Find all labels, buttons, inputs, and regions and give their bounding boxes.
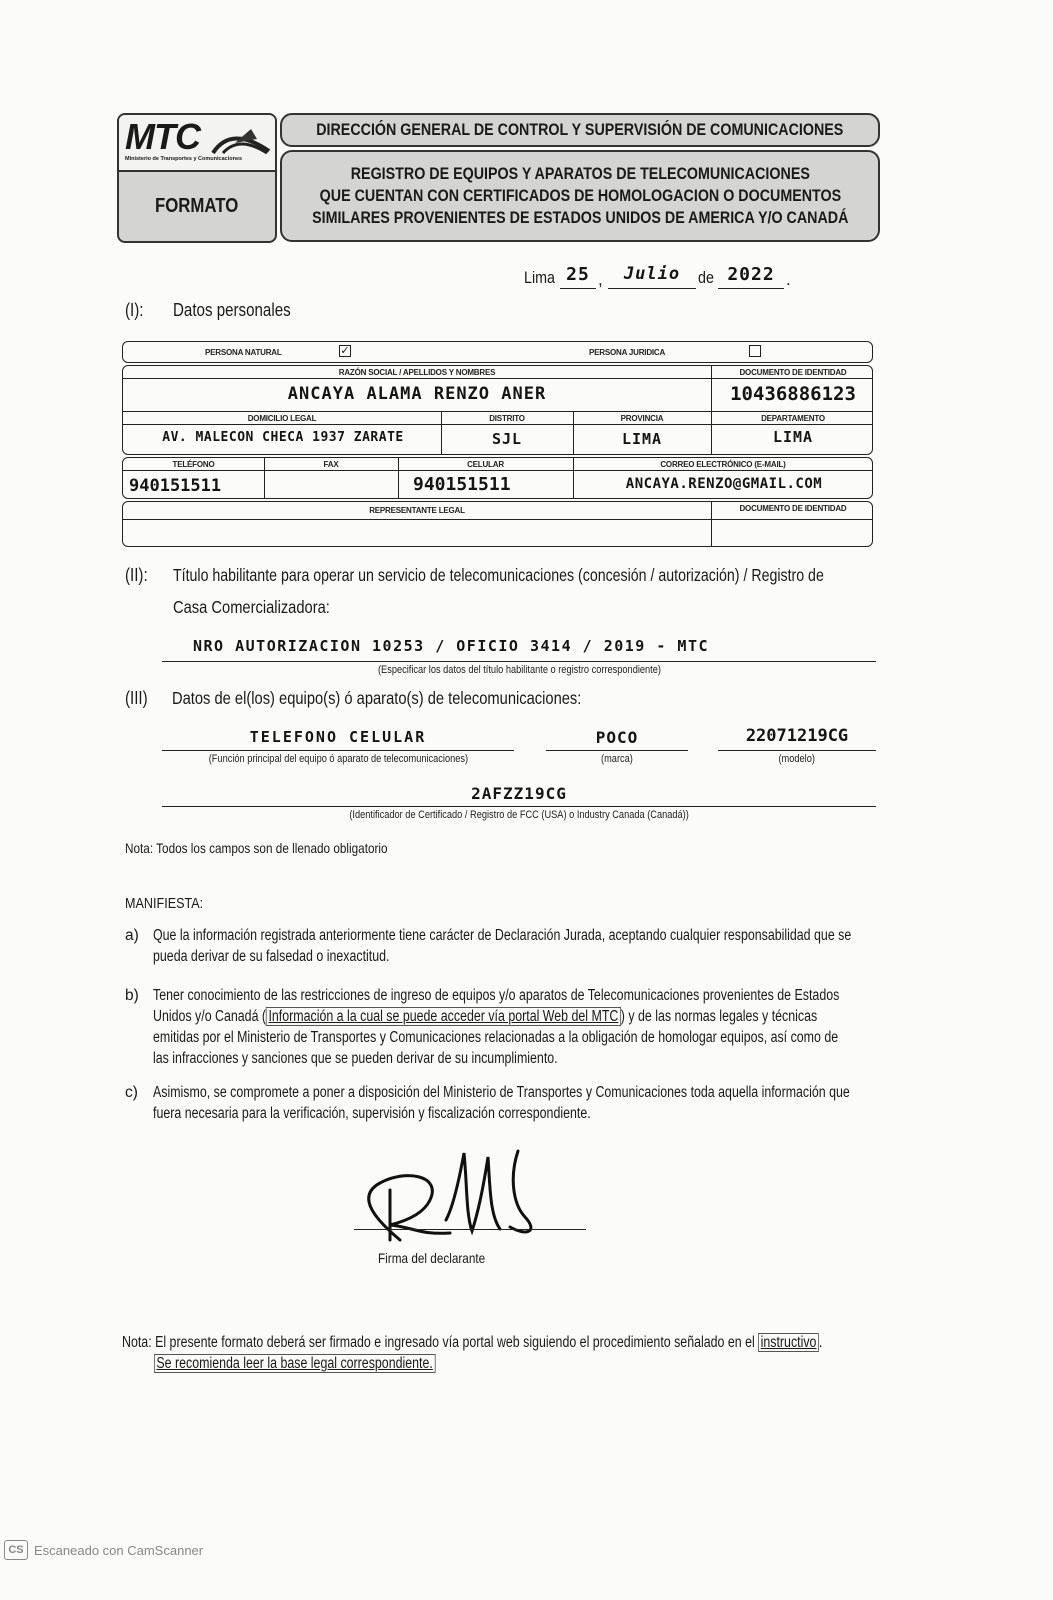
persona-juridica-label: PERSONA JURIDICA — [589, 348, 666, 357]
signature-label: Firma del declarante — [378, 1250, 486, 1266]
provincia-label: PROVINCIA — [620, 414, 664, 423]
mandatory-note: Nota: Todos los campos son de llenado obligatorio — [125, 840, 388, 856]
fax-label: FAX — [323, 460, 339, 469]
distrito-label: DISTRITO — [489, 414, 525, 423]
domicilio-value[interactable]: AV. MALECON CHECA 1937 ZARATE — [162, 430, 404, 445]
section1-title: Datos personales — [173, 300, 291, 320]
funcion-value[interactable]: TELEFONO CELULAR — [249, 728, 427, 746]
representante-row — [122, 501, 873, 547]
modelo-value[interactable]: 22071219CG — [745, 726, 849, 746]
camscanner-text: Escaneado con CamScanner — [34, 1542, 204, 1558]
manifiesta-item-b: Tener conocimiento de las restricciones de ingreso de equipos y/o aparatos de Telecomunicaciones provenientes de Estados Unidos y/o Canadá ( Información a la cual se puede acceder vía portal Web del MTC ) y de las normas legales y técnicas emitidas por el Ministerio de Transportes y Comunicaciones relacionadas a la obligación de homologar equipos, así como de las infracciones y sanciones que se pueden derivar de su incumplimiento. — [153, 987, 840, 1067]
divider — [123, 411, 872, 412]
divider — [711, 366, 712, 454]
date-month: Julio — [623, 264, 681, 284]
distrito-value[interactable]: SJL — [491, 430, 523, 448]
section2-title-line1: Título habilitante para operar un servicio de telecomunicaciones (concesión / autorización) / Registro de — [173, 565, 824, 585]
mtc-logo-emblem-icon — [211, 121, 271, 155]
divider — [711, 502, 712, 546]
marca-line — [546, 750, 688, 751]
persona-natural-label: PERSONA NATURAL — [205, 348, 282, 357]
form-title-line: REGISTRO DE EQUIPOS Y APARATOS DE TELECOMUNICACIONES — [350, 164, 810, 183]
section2-number: (II): — [125, 565, 148, 585]
section2-value[interactable]: NRO AUTORIZACION 10253 / OFICIO 3414 / 2019 - MTC — [193, 637, 710, 655]
identity-address-block — [122, 365, 873, 455]
contact-row — [122, 457, 873, 499]
form-title — [280, 150, 880, 242]
camscanner-watermark — [4, 1540, 203, 1560]
correo-label: CORREO ELECTRÓNICO (E-MAIL) — [660, 460, 786, 469]
camscanner-logo-icon: CS — [4, 1540, 28, 1560]
provincia-value[interactable]: LIMA — [621, 430, 663, 448]
correo-value[interactable]: ANCAYA.RENZO@GMAIL.COM — [625, 476, 823, 492]
date-separator: , — [598, 270, 603, 289]
date-day-line — [560, 288, 596, 289]
handwritten-signature — [350, 1145, 590, 1245]
section2-title-line2: Casa Comercializadora: — [173, 597, 330, 617]
celular-value[interactable]: 940151511 — [413, 474, 511, 495]
manifiesta-title: MANIFIESTA: — [125, 895, 204, 912]
telefono-value[interactable]: 940151511 — [129, 476, 222, 496]
doc-representante-label: DOCUMENTO DE IDENTIDAD — [739, 504, 847, 513]
modelo-caption: (modelo) — [778, 753, 816, 765]
final-note: Nota: El presente formato deberá ser firmado e ingresado vía portal web siguiendo el procedimiento señalado en el instructivo . Se recomienda leer la base legal correspondiente. — [122, 1334, 823, 1372]
date-period: . — [786, 270, 791, 289]
identificador-caption: (Identificador de Certificado / Registro de FCC (USA) o Industry Canada (Canadá)) — [349, 809, 689, 821]
marca-caption: (marca) — [601, 753, 633, 765]
date-year: 2022 — [727, 264, 775, 285]
funcion-line — [162, 750, 514, 751]
mtc-portal-link[interactable]: Información a la cual se puede acceder vía portal Web del MTC — [266, 1007, 621, 1026]
section3-number: (III) — [125, 688, 148, 708]
representante-label: REPRESENTANTE LEGAL — [369, 506, 465, 515]
telefono-label: TELÉFONO — [172, 460, 215, 469]
direction-title: DIRECCIÓN GENERAL DE CONTROL Y SUPERVISIÓN DE COMUNICACIONES — [280, 113, 880, 147]
form-title-line: SIMILARES PROVENIENTES DE ESTADOS UNIDOS DE AMERICA Y/O CANADÁ — [311, 208, 849, 227]
divider — [123, 424, 872, 425]
section1-number: (I): — [125, 300, 144, 320]
identificador-value[interactable]: 2AFZZ19CG — [471, 784, 567, 803]
date-city: Lima — [524, 268, 555, 287]
section2-caption: (Especificar los datos del título habilitante o registro correspondiente) — [377, 664, 661, 676]
persona-natural-checkbox[interactable]: ✓ — [340, 345, 350, 357]
divider — [123, 378, 872, 379]
manifiesta-item-c-letter: c) — [125, 1084, 138, 1101]
date-day: 25 — [566, 264, 590, 285]
mtc-logo-text: MTC — [125, 116, 200, 157]
manifiesta-item-a: Que la información registrada anteriormente tiene carácter de Declaración Jurada, aceptando cualquier responsabilidad que se pueda derivar de su falsedad o inexactitud. — [153, 927, 852, 965]
manifiesta-item-c: Asimismo, se compromete a poner a disposición del Ministerio de Transportes y Comunicaciones toda aquella información que fuera necesaria para la verificación, supervisión y fiscalización correspondiente. — [153, 1084, 850, 1122]
divider — [123, 470, 872, 471]
domicilio-label: DOMICILIO LEGAL — [247, 414, 317, 423]
mtc-logo — [119, 115, 275, 172]
razon-social-label: RAZÓN SOCIAL / APELLIDOS Y NOMBRES — [338, 368, 496, 377]
persona-type-row — [122, 341, 873, 363]
base-legal-link[interactable]: Se recomienda leer la base legal correspondiente. — [154, 1354, 435, 1373]
departamento-label: DEPARTAMENTO — [761, 414, 825, 423]
divider — [123, 519, 872, 520]
marca-value[interactable]: POCO — [595, 728, 639, 747]
identificador-line — [162, 806, 876, 807]
date-de-label: de — [698, 268, 714, 287]
manifiesta-item-b-letter: b) — [125, 987, 139, 1004]
signature-line — [354, 1229, 586, 1230]
manifiesta-item-a-letter: a) — [125, 927, 139, 944]
form-title-line: QUE CUENTAN CON CERTIFICADOS DE HOMOLOGACION O DOCUMENTOS — [319, 186, 841, 205]
section3-title: Datos de el(los) equipo(s) ó aparato(s) de telecomunicaciones: — [172, 688, 582, 708]
funcion-caption: (Función principal del equipo ó aparato de telecomunicaciones) — [208, 753, 468, 765]
razon-social-value[interactable]: ANCAYA ALAMA RENZO ANER — [287, 384, 547, 404]
departamento-value[interactable]: LIMA — [772, 428, 814, 446]
documento-value[interactable]: 10436886123 — [730, 383, 856, 405]
modelo-line — [718, 750, 876, 751]
instructivo-link[interactable]: instructivo — [758, 1333, 819, 1352]
persona-juridica-checkbox[interactable] — [749, 345, 761, 357]
date-month-line — [608, 288, 696, 289]
header-logo-block — [117, 113, 277, 243]
celular-label: CELULAR — [467, 460, 504, 469]
documento-label: DOCUMENTO DE IDENTIDAD — [739, 368, 847, 377]
formato-label: FORMATO — [155, 195, 239, 217]
section2-line — [162, 661, 876, 662]
mtc-logo-subtext: Ministerio de Transportes y Comunicaciones — [125, 156, 243, 162]
date-year-line — [718, 288, 784, 289]
